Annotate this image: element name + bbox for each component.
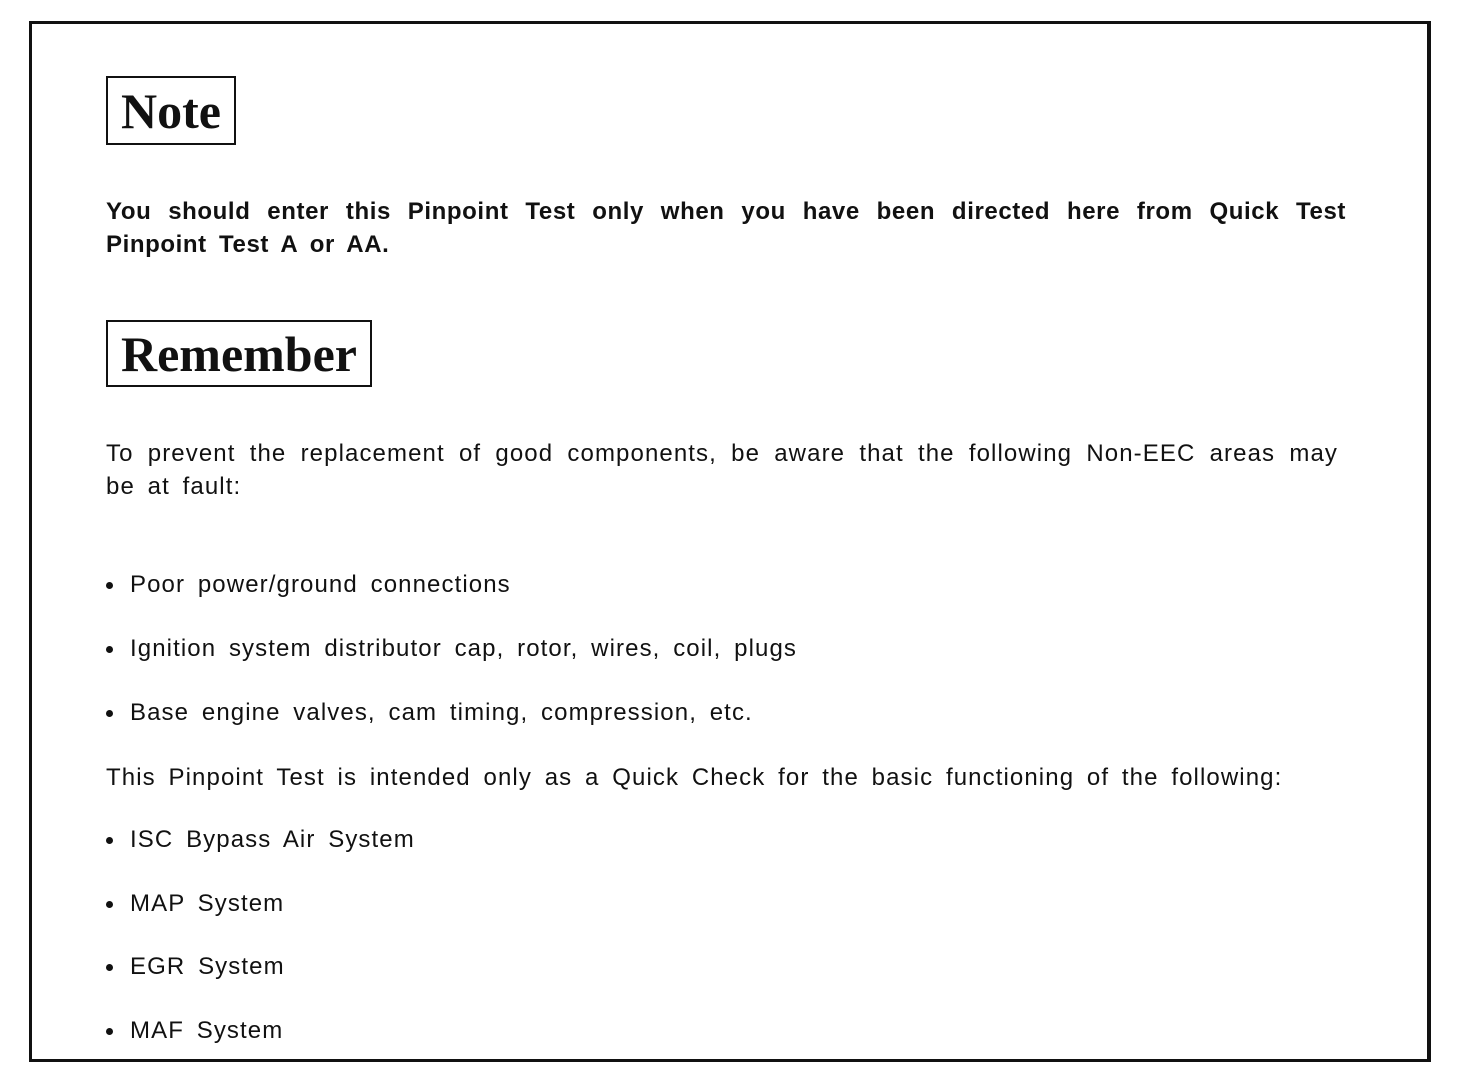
list-item-text: Ignition system distributor cap, rotor, wires, coil, plugs	[130, 635, 798, 662]
list-item	[106, 634, 797, 664]
list-item	[106, 952, 285, 982]
list-item-text: Poor power/ground connections	[130, 571, 511, 598]
remember-heading-label: Remember	[121, 325, 357, 382]
list-item	[106, 698, 753, 728]
bullet-icon	[106, 710, 113, 717]
list-item	[106, 889, 284, 919]
check-intro-text: This Pinpoint Test is intended only as a Quick Check for the basic functioning of the following:	[106, 764, 1283, 791]
note-text: You should enter this Pinpoint Test only when you have been directed here from Quick Test Pinpoint Test A or AA.	[106, 198, 1346, 258]
bullet-icon	[106, 646, 113, 653]
list-item-text: MAP System	[130, 890, 285, 917]
list-item-text: ISC Bypass Air System	[130, 826, 415, 853]
bullet-icon	[106, 1028, 113, 1035]
bullet-icon	[106, 901, 113, 908]
note-heading-label: Note	[121, 82, 221, 139]
list-item	[106, 825, 415, 855]
bullet-icon	[106, 837, 113, 844]
list-item-text: Base engine valves, cam timing, compression, etc.	[130, 699, 753, 726]
bullet-icon	[106, 964, 113, 971]
list-item-text: MAF System	[130, 1017, 284, 1044]
remember-heading	[106, 320, 372, 387]
note-heading	[106, 76, 236, 145]
list-item	[106, 570, 511, 600]
remember-text: To prevent the replacement of good components, be aware that the following Non-EEC areas may be at fault:	[106, 440, 1338, 500]
bullet-icon	[106, 582, 113, 589]
list-item	[106, 1016, 283, 1046]
list-item-text: EGR System	[130, 953, 285, 980]
